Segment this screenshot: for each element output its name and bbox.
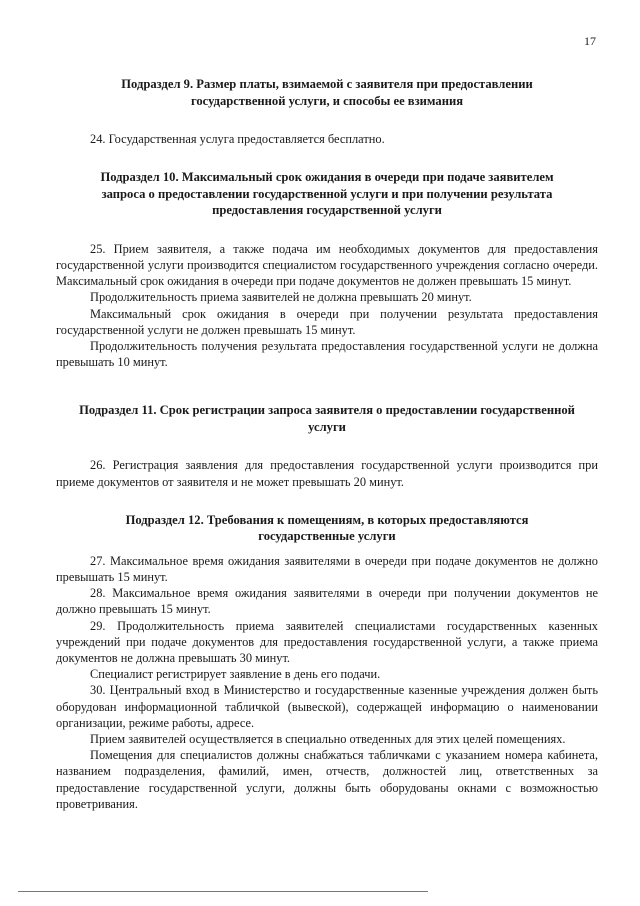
bottom-rule [18, 891, 428, 892]
section-12-heading: Подраздел 12. Требования к помещениям, в которых предоставляются государственные услуги [125, 512, 529, 544]
page-number: 17 [584, 34, 596, 48]
paragraph-30: 30. Центральный вход в Министерство и государственные казенные учреждения должен быть оборудован информационной табличкой (вывеской), содержащей информацию о наименовании организации, режиме работы, адресе. [56, 683, 598, 730]
paragraph-26: 26. Регистрация заявления для предоставления государственной услуги производится при приеме документов от заявителя и не может превышать 20 минут. [56, 458, 598, 489]
paragraph-29-registration: Специалист регистрирует заявление в день его подачи. [90, 667, 381, 682]
section-10-heading: Подраздел 10. Максимальный срок ожидания в очереди при подаче заявителем запроса о предоставлении государственной услуги и при получении результата предоставления государственной услуги [100, 170, 554, 218]
paragraph-24: 24. Государственная услуга предоставляется бесплатно. [90, 132, 385, 146]
page-content [56, 70, 598, 812]
paragraph-25-duration: Продолжительность приема заявителей не должна превышать 20 минут. [90, 290, 472, 305]
section-11-heading: Подраздел 11. Срок регистрации запроса заявителя о предоставлении государственной услуги [79, 403, 575, 434]
paragraph-28: 28. Максимальное время ожидания заявителями в очереди при получении документов не должно превышать 15 минут. [56, 586, 598, 617]
paragraph-25-wait-result: Максимальный срок ожидания в очереди при получении результата предоставления государственной услуги не должен превышать 15 минут. [56, 306, 598, 337]
section-9-heading: Подраздел 9. Размер платы, взимаемой с заявителя при предоставлении государственной услуги, и способы ее взимания [121, 77, 533, 108]
paragraph-25: 25. Прием заявителя, а также подача им необходимых документов для предоставления государственной услуги производится специалистом государственного учреждения согласно очереди. Максимальный срок ожидания в очереди при подаче документов не должен превышать 15 минут. [56, 241, 598, 289]
paragraph-27: 27. Максимальное время ожидания заявителями в очереди при подаче документов не должно превышать 15 минут. [56, 553, 598, 584]
paragraph-25-result-duration: Продолжительность получения результата предоставления государственной услуги не должна превышать 10 минут. [56, 338, 598, 370]
paragraph-30-premises: Помещения для специалистов должны снабжаться табличками с указанием номера кабинета, названием подразделения, фамилий, имен, отчеств, должностей лиц, ответственных за предоставление государственной услуги, должны быть оборудованы окнами с возможностью проветривания. [56, 748, 598, 811]
paragraph-29: 29. Продолжительность приема заявителей специалистами государственных казенных учреждений при подаче документов для предоставления государственной услуги, а также приема документов не должна превышать 30 минут. [56, 618, 598, 665]
paragraph-30-reception: Прием заявителей осуществляется в специально отведенных для этих целей помещениях. [90, 731, 566, 746]
